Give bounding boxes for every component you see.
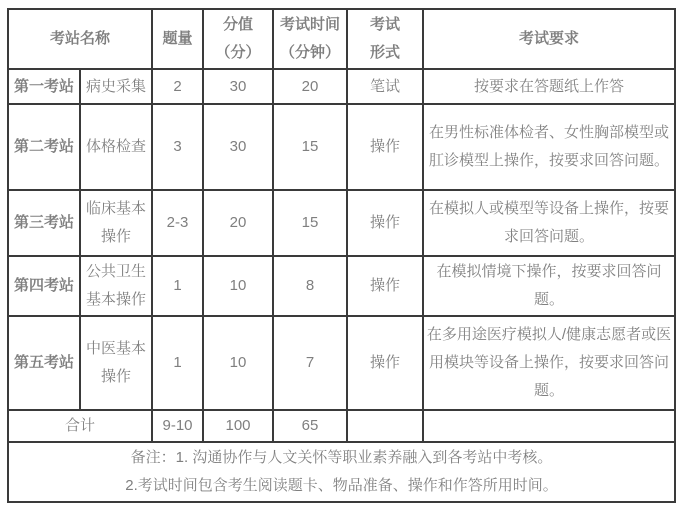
header-exam-time-line1: 考试时间 — [280, 16, 341, 33]
score-cell: 20 — [203, 190, 273, 256]
time-cell: 20 — [273, 69, 347, 104]
table-row-station-3 — [8, 190, 675, 256]
header-score-line1: 分值 — [223, 16, 254, 33]
subject-cell: 临床基本操作 — [80, 190, 152, 256]
time-cell: 7 — [273, 316, 347, 410]
totals-format-cell — [347, 410, 423, 442]
station-cell: 第五考站 — [8, 316, 80, 410]
requirement-cell: 在模拟人或模型等设备上操作，按要求回答问题。 — [423, 190, 675, 256]
format-cell: 笔试 — [347, 69, 423, 104]
header-score-line2: （分） — [215, 44, 261, 61]
format-cell: 操作 — [347, 190, 423, 256]
table-row-station-2 — [8, 104, 675, 190]
header-station-name: 考站名称 — [8, 9, 152, 69]
header-exam-format-line1: 考试 — [370, 16, 401, 33]
header-exam-time — [273, 9, 347, 69]
time-cell: 15 — [273, 104, 347, 190]
header-exam-time-line2: （分钟） — [280, 44, 341, 61]
qty-cell: 2-3 — [152, 190, 203, 256]
qty-cell: 3 — [152, 104, 203, 190]
note-line-2: 2.考试时间包含考生阅读题卡、物品准备、操作和作答所用时间。 — [125, 477, 558, 494]
table-row-station-5 — [8, 316, 675, 410]
header-requirements: 考试要求 — [423, 9, 675, 69]
score-cell: 30 — [203, 69, 273, 104]
subject-cell: 中医基本操作 — [80, 316, 152, 410]
station-cell: 第二考站 — [8, 104, 80, 190]
header-exam-format — [347, 9, 423, 69]
totals-requirement-cell — [423, 410, 675, 442]
notes-cell — [8, 442, 675, 502]
requirement-cell: 按要求在答题纸上作答 — [423, 69, 675, 104]
qty-cell: 2 — [152, 69, 203, 104]
table-header-row — [8, 9, 675, 69]
subject-cell: 公共卫生基本操作 — [80, 256, 152, 316]
table-notes-row — [8, 442, 675, 502]
station-cell: 第一考站 — [8, 69, 80, 104]
table-row-station-4 — [8, 256, 675, 316]
station-cell: 第三考站 — [8, 190, 80, 256]
time-cell: 15 — [273, 190, 347, 256]
totals-qty-cell: 9-10 — [152, 410, 203, 442]
header-exam-format-line2: 形式 — [370, 44, 401, 61]
requirement-cell: 在模拟情境下操作，按要求回答问题。 — [423, 256, 675, 316]
format-cell: 操作 — [347, 256, 423, 316]
totals-score-cell: 100 — [203, 410, 273, 442]
score-cell: 10 — [203, 256, 273, 316]
qty-cell: 1 — [152, 316, 203, 410]
note-line-1: 备注：1. 沟通协作与人文关怀等职业素养融入到各考站中考核。 — [130, 449, 553, 466]
subject-cell: 体格检查 — [80, 104, 152, 190]
score-cell: 30 — [203, 104, 273, 190]
table-row-station-1 — [8, 69, 675, 104]
header-score — [203, 9, 273, 69]
requirement-cell: 在男性标准体检者、女性胸部模型或肛诊模型上操作，按要求回答问题。 — [423, 104, 675, 190]
format-cell: 操作 — [347, 104, 423, 190]
totals-label-cell: 合计 — [8, 410, 152, 442]
station-cell: 第四考站 — [8, 256, 80, 316]
format-cell: 操作 — [347, 316, 423, 410]
exam-stations-table — [7, 8, 676, 503]
table-totals-row — [8, 410, 675, 442]
requirement-cell: 在多用途医疗模拟人/健康志愿者或医用模块等设备上操作，按要求回答问题。 — [423, 316, 675, 410]
totals-time-cell: 65 — [273, 410, 347, 442]
subject-cell: 病史采集 — [80, 69, 152, 104]
time-cell: 8 — [273, 256, 347, 316]
qty-cell: 1 — [152, 256, 203, 316]
score-cell: 10 — [203, 316, 273, 410]
header-question-count: 题量 — [152, 9, 203, 69]
